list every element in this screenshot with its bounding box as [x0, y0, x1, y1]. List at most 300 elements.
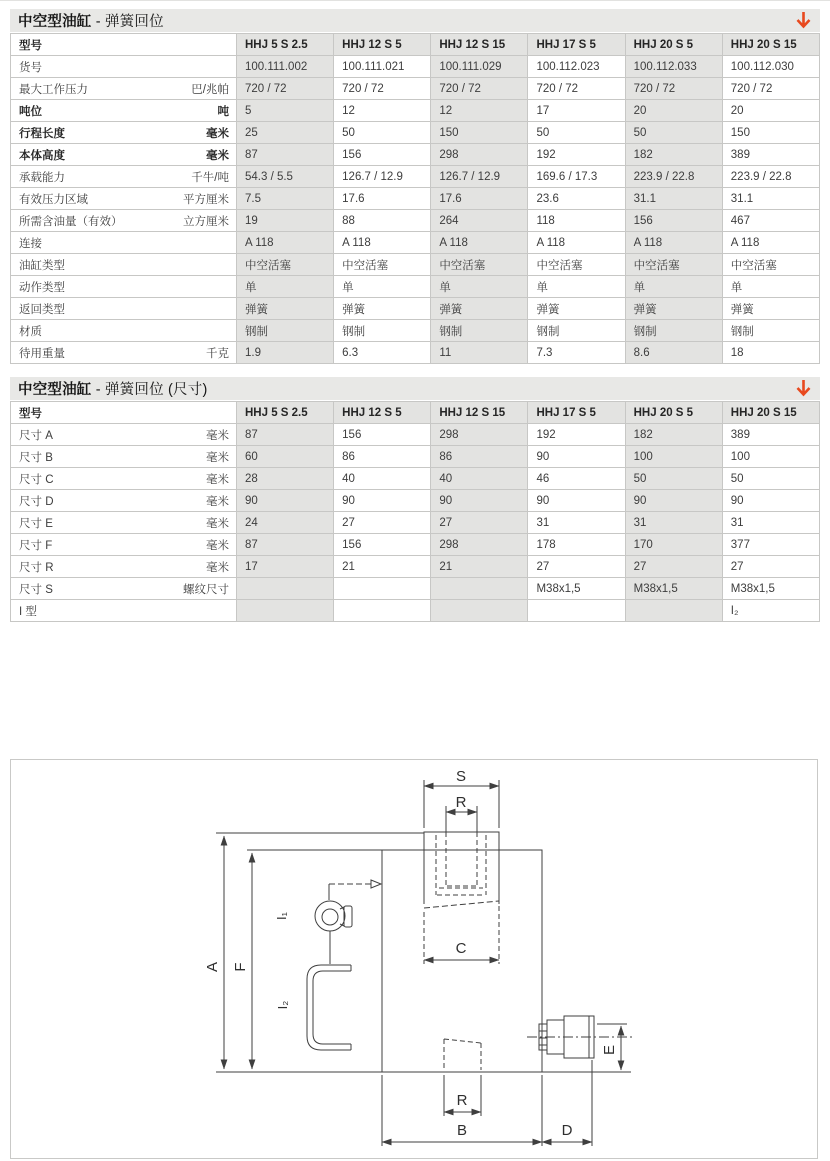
dim-d-label: D: [561, 1122, 573, 1139]
spec-cell: [237, 600, 334, 622]
row-label-cell: [11, 446, 237, 468]
section-title: [18, 378, 207, 399]
spec-cell: [625, 600, 722, 622]
saddle-break-line: [424, 901, 499, 908]
row-label: 所需含油量（有效）: [19, 215, 123, 228]
spec-cell: [431, 600, 528, 622]
spec-cell: 7.5: [237, 188, 334, 210]
table-row: [11, 600, 820, 622]
row-label-cell: [11, 424, 237, 446]
table-row: [11, 298, 820, 320]
handle-icon: [307, 965, 351, 1050]
spec-cell: 单: [431, 276, 528, 298]
spec-cell: 钢制: [431, 320, 528, 342]
spec-cell: 中空活塞: [334, 254, 431, 276]
spec-cell: 27: [625, 556, 722, 578]
row-label: 待用重量: [19, 347, 65, 360]
row-label: 承载能力: [19, 171, 65, 184]
row-label-cell: [11, 188, 237, 210]
i2-label: I₂: [275, 1000, 290, 1010]
row-label-wrap: [19, 471, 232, 487]
unit-label: 毫米: [206, 539, 229, 552]
unit-label: 毫米: [206, 149, 229, 162]
row-label-cell: [11, 298, 237, 320]
spec-cell: 192: [528, 424, 625, 446]
column-header: HHJ 20 S 5: [625, 402, 722, 424]
spec-cell: 156: [625, 210, 722, 232]
row-label-wrap: [19, 559, 232, 575]
spec-cell: 100.112.033: [625, 56, 722, 78]
table-row: [11, 122, 820, 144]
dim-r-bottom-label: R: [456, 1092, 468, 1109]
row-label: 尺寸 F: [19, 539, 53, 552]
table-row: [11, 166, 820, 188]
row-label-cell: [11, 556, 237, 578]
column-header: HHJ 12 S 15: [431, 34, 528, 56]
row-label: 材质: [19, 325, 42, 338]
table-row: [11, 144, 820, 166]
row-label-cell: [11, 122, 237, 144]
row-label: 行程长度: [19, 127, 65, 140]
spec-cell: 钢制: [528, 320, 625, 342]
spec-cell: 钢制: [237, 320, 334, 342]
table-row: [11, 468, 820, 490]
page-title: [18, 10, 164, 31]
row-label: 动作类型: [19, 281, 65, 294]
spec-cell: 11: [431, 342, 528, 364]
column-header: HHJ 5 S 2.5: [237, 34, 334, 56]
dim-f-label: F: [232, 962, 249, 972]
spec-cell: 28: [237, 468, 334, 490]
spec-cell: 弹簧: [431, 298, 528, 320]
spec-cell: 100.111.021: [334, 56, 431, 78]
a-f-extension-lines: [216, 833, 424, 1072]
dimensions-table: [10, 401, 820, 622]
spec-cell: 中空活塞: [237, 254, 334, 276]
row-label: 尺寸 C: [19, 473, 54, 486]
spec-cell: 54.3 / 5.5: [237, 166, 334, 188]
column-header: HHJ 20 S 15: [722, 402, 819, 424]
table-row: [11, 100, 820, 122]
spec-cell: 中空活塞: [722, 254, 819, 276]
spec-cell: 40: [431, 468, 528, 490]
spec-cell: 中空活塞: [528, 254, 625, 276]
saddle-outline: [424, 832, 499, 904]
spec-cell: 126.7 / 12.9: [431, 166, 528, 188]
unit-label: 毫米: [206, 451, 229, 464]
spec-cell: 298: [431, 424, 528, 446]
down-arrow-icon: [795, 379, 812, 398]
spec-cell: [237, 578, 334, 600]
spec-cell: 170: [625, 534, 722, 556]
row-label-cell: [11, 320, 237, 342]
row-label-wrap: [19, 279, 232, 295]
spec-cell: 弹簧: [722, 298, 819, 320]
spec-cell: 弹簧: [625, 298, 722, 320]
table-row: [11, 578, 820, 600]
spec-cell: 60: [237, 446, 334, 468]
spec-cell: 389: [722, 144, 819, 166]
spec-cell: 弹簧: [237, 298, 334, 320]
dim-b-label: B: [456, 1122, 468, 1139]
table-row: [11, 56, 820, 78]
spec-cell: 中空活塞: [625, 254, 722, 276]
dim-r-top-label: R: [455, 794, 467, 811]
spec-cell: 31.1: [722, 188, 819, 210]
bottom-hole-hidden-lines: [444, 1039, 481, 1070]
column-header: HHJ 17 S 5: [528, 34, 625, 56]
spec-cell: 单: [528, 276, 625, 298]
row-label: 尺寸 B: [19, 451, 53, 464]
row-label: 尺寸 A: [19, 429, 53, 442]
row-label-cell: [11, 490, 237, 512]
model-column-label: 型号: [11, 402, 237, 424]
table-row: [11, 342, 820, 364]
row-label: 连接: [19, 237, 42, 250]
spec-cell: 20: [625, 100, 722, 122]
spec-cell: M38x1,5: [528, 578, 625, 600]
row-label-wrap: [19, 103, 232, 119]
row-label-cell: [11, 342, 237, 364]
spec-cell: 298: [431, 534, 528, 556]
spec-cell: 156: [334, 534, 431, 556]
spec-cell: 单: [722, 276, 819, 298]
spec-cell: 弹簧: [334, 298, 431, 320]
unit-label: 巴/兆帕: [191, 83, 229, 96]
spec-cell: 17.6: [334, 188, 431, 210]
section-title-strong: 中空型油缸: [18, 382, 92, 398]
spec-cell: 27: [528, 556, 625, 578]
spec-cell: [431, 578, 528, 600]
row-label: 货号: [19, 61, 42, 74]
row-label: 油缸类型: [19, 259, 65, 272]
spec-cell: 5: [237, 100, 334, 122]
specs-table: [10, 33, 820, 364]
column-header: HHJ 12 S 5: [334, 402, 431, 424]
row-label-cell: [11, 78, 237, 100]
column-header: HHJ 20 S 5: [625, 34, 722, 56]
column-header: HHJ 5 S 2.5: [237, 402, 334, 424]
spec-cell: M38x1,5: [722, 578, 819, 600]
spec-cell: 90: [528, 490, 625, 512]
column-header: HHJ 12 S 5: [334, 34, 431, 56]
spec-cell: 90: [237, 490, 334, 512]
row-label: 尺寸 R: [19, 561, 54, 574]
section-title-bar: [10, 9, 820, 32]
table-row: [11, 320, 820, 342]
section-dimensions: [10, 364, 820, 622]
spec-cell: 118: [528, 210, 625, 232]
row-label-wrap: [19, 147, 232, 163]
row-label: 尺寸 D: [19, 495, 54, 508]
spec-cell: 467: [722, 210, 819, 232]
spec-cell: 86: [334, 446, 431, 468]
spec-cell: 31.1: [625, 188, 722, 210]
row-label-wrap: [19, 191, 232, 207]
row-label-cell: [11, 468, 237, 490]
row-label: 本体高度: [19, 149, 65, 162]
spec-cell: 178: [528, 534, 625, 556]
hole-hidden-lines: [446, 832, 477, 886]
spec-cell: 20: [722, 100, 819, 122]
row-label-wrap: [19, 213, 232, 229]
spec-cell: 17: [528, 100, 625, 122]
spec-cell: 中空活塞: [431, 254, 528, 276]
row-label-wrap: [19, 493, 232, 509]
spec-cell: 182: [625, 424, 722, 446]
spec-cell: 100.111.029: [431, 56, 528, 78]
row-label-wrap: [19, 323, 232, 339]
row-label: 尺寸 E: [19, 517, 53, 530]
spec-cell: 87: [237, 534, 334, 556]
row-label-cell: [11, 100, 237, 122]
unit-label: 吨: [217, 105, 229, 118]
column-header: HHJ 17 S 5: [528, 402, 625, 424]
spec-cell: A 118: [431, 232, 528, 254]
spec-cell: 720 / 72: [528, 78, 625, 100]
leader-arrowhead: [371, 880, 381, 888]
spec-cell: 27: [722, 556, 819, 578]
unit-label: 毫米: [206, 561, 229, 574]
spec-cell: 223.9 / 22.8: [625, 166, 722, 188]
table-row: [11, 534, 820, 556]
row-label: 最大工作压力: [19, 83, 88, 96]
row-label-wrap: [19, 257, 232, 273]
spec-cell: 90: [528, 446, 625, 468]
row-label-wrap: [19, 581, 232, 597]
spec-cell: 126.7 / 12.9: [334, 166, 431, 188]
spec-cell: 21: [334, 556, 431, 578]
spec-cell: 8.6: [625, 342, 722, 364]
spec-cell: 17: [237, 556, 334, 578]
header-row: [11, 402, 820, 424]
spec-cell: 150: [431, 122, 528, 144]
spec-cell: 150: [722, 122, 819, 144]
spec-cell: A 118: [625, 232, 722, 254]
spec-cell: 182: [625, 144, 722, 166]
spec-cell: 100.112.030: [722, 56, 819, 78]
spec-cell: 86: [431, 446, 528, 468]
table-row: [11, 424, 820, 446]
spec-cell: 720 / 72: [625, 78, 722, 100]
table-row: [11, 556, 820, 578]
spec-cell: 31: [625, 512, 722, 534]
row-label-wrap: [19, 515, 232, 531]
dim-c-label: C: [455, 940, 467, 957]
row-label-wrap: [19, 81, 232, 97]
spec-cell: A 118: [528, 232, 625, 254]
spec-cell: 88: [334, 210, 431, 232]
spec-cell: 钢制: [625, 320, 722, 342]
spec-cell: 钢制: [334, 320, 431, 342]
spec-cell: 23.6: [528, 188, 625, 210]
unit-label: 毫米: [206, 429, 229, 442]
row-label-cell: [11, 210, 237, 232]
spec-cell: 298: [431, 144, 528, 166]
table-row: [11, 512, 820, 534]
spec-cell: 50: [625, 468, 722, 490]
spec-cell: 377: [722, 534, 819, 556]
spec-cell: 50: [334, 122, 431, 144]
spec-cell: 1.9: [237, 342, 334, 364]
spec-cell: 单: [237, 276, 334, 298]
bottom-extension-lines: [382, 1060, 592, 1146]
spec-cell: 169.6 / 17.3: [528, 166, 625, 188]
spec-cell: 6.3: [334, 342, 431, 364]
row-label-wrap: [19, 427, 232, 443]
unit-label: 毫米: [206, 473, 229, 486]
row-label-wrap: [19, 301, 232, 317]
spec-cell: 单: [334, 276, 431, 298]
row-label-cell: [11, 600, 237, 622]
row-label-cell: [11, 56, 237, 78]
spec-cell: 31: [722, 512, 819, 534]
spec-cell: 720 / 72: [722, 78, 819, 100]
spec-cell: A 118: [237, 232, 334, 254]
spec-cell: 223.9 / 22.8: [722, 166, 819, 188]
row-label-wrap: [19, 169, 232, 185]
spec-cell: [334, 600, 431, 622]
table-row: [11, 446, 820, 468]
spec-cell: 87: [237, 424, 334, 446]
table-row: [11, 254, 820, 276]
spec-cell: 100.111.002: [237, 56, 334, 78]
table-row: [11, 276, 820, 298]
spec-cell: 27: [334, 512, 431, 534]
column-header: HHJ 12 S 15: [431, 402, 528, 424]
spec-cell: [528, 600, 625, 622]
spec-cell: 156: [334, 424, 431, 446]
row-label-wrap: [19, 603, 232, 619]
row-label-wrap: [19, 449, 232, 465]
model-column-label: 型号: [11, 34, 237, 56]
spec-cell: 87: [237, 144, 334, 166]
spec-cell: [334, 578, 431, 600]
section-title-strong: 中空型油缸: [18, 14, 92, 30]
table-row: [11, 490, 820, 512]
spec-cell: 弹簧: [528, 298, 625, 320]
unit-label: 毫米: [206, 495, 229, 508]
spec-cell: 90: [625, 490, 722, 512]
row-label-cell: [11, 166, 237, 188]
spec-cell: 100: [625, 446, 722, 468]
row-label-wrap: [19, 345, 232, 361]
spec-cell: 264: [431, 210, 528, 232]
spec-cell: 7.3: [528, 342, 625, 364]
spec-cell: 18: [722, 342, 819, 364]
spec-cell: 192: [528, 144, 625, 166]
spec-cell: 50: [722, 468, 819, 490]
spec-cell: 50: [625, 122, 722, 144]
spec-cell: 25: [237, 122, 334, 144]
column-header: HHJ 20 S 15: [722, 34, 819, 56]
row-label: 返回类型: [19, 303, 65, 316]
row-label-cell: [11, 254, 237, 276]
spec-cell: M38x1,5: [625, 578, 722, 600]
unit-label: 千牛/吨: [191, 171, 229, 184]
table-row: [11, 78, 820, 100]
spec-cell: 12: [334, 100, 431, 122]
section-specifications: [10, 1, 820, 364]
cylinder-body-outline: [382, 850, 542, 1072]
section-title-rest: - 弹簧回位 (尺寸): [91, 382, 208, 398]
spec-cell: 钢制: [722, 320, 819, 342]
row-label-wrap: [19, 125, 232, 141]
spec-cell: 90: [722, 490, 819, 512]
spec-cell: 46: [528, 468, 625, 490]
spec-cell: I₂: [722, 600, 819, 622]
spec-cell: 单: [625, 276, 722, 298]
thread-hidden-lines: [436, 835, 486, 895]
section-title-bar: [10, 377, 820, 400]
spec-cell: 720 / 72: [237, 78, 334, 100]
dim-e-label: E: [601, 1044, 618, 1056]
row-label-cell: [11, 232, 237, 254]
spec-cell: 720 / 72: [334, 78, 431, 100]
spec-cell: 24: [237, 512, 334, 534]
header-row: [11, 34, 820, 56]
row-label: 有效压力区域: [19, 193, 88, 206]
spec-cell: 17.6: [431, 188, 528, 210]
unit-label: 毫米: [206, 127, 229, 140]
spec-cell: 720 / 72: [431, 78, 528, 100]
lifting-eye-icon: [315, 901, 352, 931]
spec-cell: A 118: [334, 232, 431, 254]
spec-cell: 100.112.023: [528, 56, 625, 78]
spec-cell: 31: [528, 512, 625, 534]
cylinder-drawing: [11, 760, 817, 1158]
down-arrow-icon: [795, 11, 812, 30]
i1-label: I₁: [274, 912, 289, 920]
spec-cell: 389: [722, 424, 819, 446]
spec-cell: 19: [237, 210, 334, 232]
unit-label: 千克: [206, 347, 229, 360]
dim-a-label: A: [204, 961, 221, 973]
row-label-wrap: [19, 537, 232, 553]
spec-cell: 50: [528, 122, 625, 144]
unit-label: 立方厘米: [183, 215, 229, 228]
row-label-cell: [11, 144, 237, 166]
row-label-cell: [11, 276, 237, 298]
spec-cell: 27: [431, 512, 528, 534]
row-label-cell: [11, 534, 237, 556]
row-label-cell: [11, 512, 237, 534]
row-label-cell: [11, 578, 237, 600]
unit-label: 毫米: [206, 517, 229, 530]
spec-cell: A 118: [722, 232, 819, 254]
spec-cell: 90: [431, 490, 528, 512]
spec-cell: 100: [722, 446, 819, 468]
unit-label: 螺纹尺寸: [183, 583, 229, 596]
table-row: [11, 210, 820, 232]
row-label: I 型: [19, 605, 37, 618]
spec-cell: 21: [431, 556, 528, 578]
spec-cell: 12: [431, 100, 528, 122]
dim-s-label: S: [455, 768, 467, 785]
spec-cell: 40: [334, 468, 431, 490]
section-title-rest: - 弹簧回位: [91, 14, 164, 30]
table-row: [11, 232, 820, 254]
row-label-wrap: [19, 235, 232, 251]
unit-label: 平方厘米: [183, 193, 229, 206]
dimension-diagram: [10, 759, 818, 1159]
row-label: 尺寸 S: [19, 583, 53, 596]
spec-cell: 156: [334, 144, 431, 166]
table-row: [11, 188, 820, 210]
row-label: 吨位: [19, 105, 42, 118]
spec-cell: 90: [334, 490, 431, 512]
row-label-wrap: [19, 59, 232, 75]
